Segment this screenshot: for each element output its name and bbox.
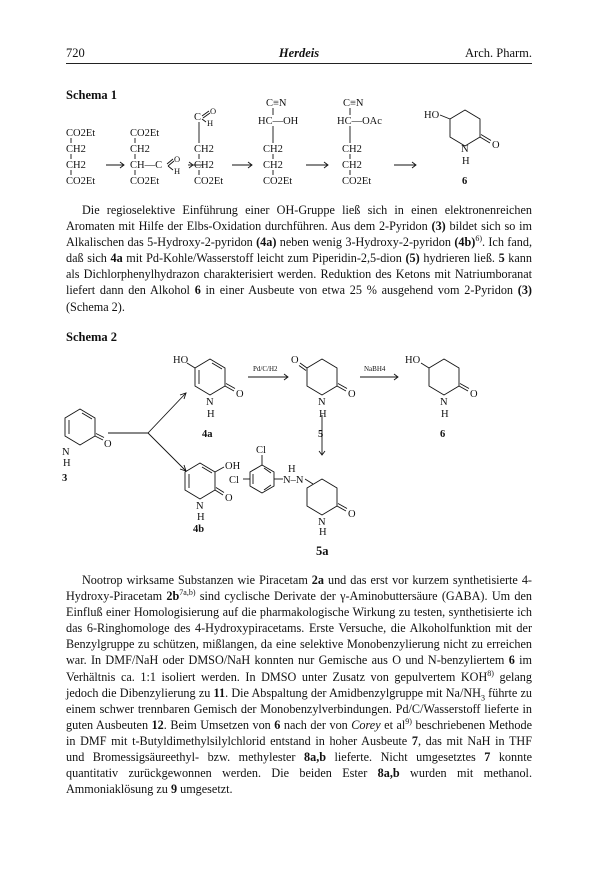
s2-4b-o: O	[225, 493, 233, 504]
scheme1-diagram	[0, 96, 600, 196]
s2-6-o: O	[470, 389, 478, 400]
s1-c4-choh: HC—OH	[258, 116, 299, 127]
paragraph1-segment: . Ich fand, daß sich	[66, 235, 532, 266]
s2-label-3: 3	[62, 473, 68, 484]
s2-4a-n: N	[206, 397, 214, 408]
paragraph1-segment: bildet sich so im Alkalischen das 5-Hydroxy-2-pyridon	[66, 219, 533, 250]
s1-ring-n: N	[461, 144, 469, 155]
s2-3-h: H	[63, 458, 71, 469]
paragraph2-segment: 7a,b)	[179, 588, 196, 598]
paragraph-2	[66, 572, 532, 797]
paragraph2-segment: 8)	[487, 668, 494, 678]
paragraph1-segment: (3)	[431, 219, 446, 234]
s2-3-n: N	[62, 447, 70, 458]
paragraph1-segment: 5	[498, 251, 505, 266]
paragraph-1	[66, 202, 532, 315]
scheme2-title: Schema 2	[66, 330, 118, 344]
paragraph2-segment: 7	[484, 750, 491, 765]
paragraph2-segment: , das mit NaH in THF und Bromessigsäureethyl- bzw. methylester	[66, 733, 532, 765]
scheme1-title: Schema 1	[66, 88, 118, 102]
s2-5a-nh: H	[288, 464, 296, 475]
s2-label-4a: 4a	[202, 429, 213, 440]
s2-3-o: O	[104, 439, 112, 450]
s1-c4-bottom: CO2Et	[263, 176, 293, 187]
paragraph2-segment: 8a,b	[377, 766, 400, 781]
paragraph2-segment: wurden mit methanol. Ammoniaklösung zu	[66, 766, 532, 797]
paragraph1-segment: mit Pd-Kohle/Wasserstoff leicht zum Piperidin-2,5-dion	[122, 251, 406, 266]
paragraph2-segment: konnte quantitativ zurückgewonnen werden. Die beiden Ester	[66, 750, 533, 781]
s1-c2-c2: CH2	[130, 144, 150, 155]
s1-c3-c2: CH2	[194, 144, 214, 155]
paragraph2-segment: sind cyclische Derivate der γ-Aminobuttersäure (GABA). Um den Einfluß einer Homologisierung auf die pharmakologische Wirkung zu testen, synthetisierte ich das 6-Ringhomologe des 4-Hydroxypiracetams. Erste Versuche, die Alkoholfunktion mit der Benzylgruppe zu schützen, mißlangen, da eine selektive Monobenzylierung nicht zu erreichen war. In DMF/NaH oder DMSO/NaH konnten nur Gemische aus O und N-benzyliertem	[66, 589, 532, 668]
paragraph1-segment: (4a)	[256, 235, 277, 250]
paragraph2-segment: 6	[508, 653, 515, 668]
paragraph2-segment: im Verhältnis ca. 1:1 isoliert werden. In DMSO unter Zusatz von gepulvertem KOH	[66, 653, 532, 684]
s1-c2-bottom: CO2Et	[130, 176, 160, 187]
paragraph2-segment: beschriebenen Methode in DMF mit t-Butyldimethylsilylchlorid entstand in hoher Ausbeute	[66, 717, 532, 748]
s1-c1-c2: CH2	[66, 144, 86, 155]
s2-label-6: 6	[440, 429, 446, 440]
s1-c2-top: CO2Et	[130, 128, 160, 139]
paragraph2-segment: 8a,b	[304, 750, 327, 765]
s2-5a-n: N	[318, 517, 326, 528]
paragraph2-segment: et al	[380, 717, 406, 732]
paragraph1-segment: neben wenig 3-Hydroxy-2-pyridon	[276, 235, 455, 250]
s2-reagent-pdc: Pd/C/H2	[253, 365, 278, 373]
paragraph2-segment: 6	[274, 717, 281, 732]
paragraph2-segment: . Die Abspaltung der Amidbenzylgruppe mit Na/NH	[225, 685, 481, 700]
s1-c3-o: O	[210, 106, 217, 116]
paragraph2-segment: nach der von	[280, 717, 352, 732]
s2-label-4b: 4b	[193, 524, 205, 535]
paragraph1-segment: 6	[194, 283, 201, 298]
s1-ring-ho: HO	[424, 110, 440, 121]
s1-c3-h: H	[207, 118, 214, 128]
s1-c4-cn: C≡N	[266, 98, 287, 109]
paragraph1-segment: (Schema 2).	[66, 299, 125, 314]
s2-4a-ho: HO	[173, 355, 189, 366]
paragraph2-segment: 7	[411, 733, 418, 748]
paragraph2-segment: 2a	[311, 573, 324, 587]
paragraph1-segment: 4a	[110, 251, 123, 266]
s2-5a-nn: N–N	[283, 475, 304, 486]
s2-4b-n: N	[196, 501, 204, 512]
running-author: Herdeis	[278, 46, 320, 60]
s2-5a-cl-top: Cl	[256, 445, 266, 456]
paragraph2-segment: Nootrop wirksame Substanzen wie Piracetam	[82, 573, 312, 587]
s1-c2-o: O	[174, 154, 181, 164]
s2-5-n: N	[318, 397, 326, 408]
s1-c5-c2: CH2	[342, 144, 362, 155]
s2-label-5a: 5a	[316, 544, 329, 558]
journal-name: Arch. Pharm.	[465, 46, 532, 60]
paragraph2-segment: 9	[170, 782, 178, 797]
scheme2-diagram	[0, 345, 600, 535]
s1-c3-c3: CH2	[194, 160, 214, 171]
s1-c4-c2: CH2	[263, 144, 283, 155]
s1-ring-o: O	[492, 140, 500, 151]
s2-5a-h: H	[319, 527, 327, 535]
paragraph2-segment: 9)	[405, 716, 412, 726]
s1-c5-bottom: CO2Et	[342, 176, 372, 187]
paragraph2-segment: umgesetzt.	[177, 782, 233, 797]
s2-6-h: H	[441, 409, 449, 420]
paragraph1-segment: (5)	[405, 251, 420, 266]
s1-c5-choac: HC—OAc	[337, 116, 382, 127]
s2-6-ho: HO	[405, 355, 421, 366]
s2-5-o-top: O	[291, 355, 299, 366]
s1-c3-bottom: CO2Et	[194, 176, 224, 187]
paragraph2-segment: Corey	[351, 717, 381, 732]
s1-c4-c3: CH2	[263, 160, 283, 171]
s2-5a-o: O	[348, 509, 356, 520]
s1-c1-c3: CH2	[66, 160, 86, 171]
s2-5-h: H	[319, 409, 327, 420]
paragraph2-segment: führte zu einem schwer trennbaren Gemisch der Monobenzylverbindungen. Pd/C/Wasserstoff lieferte in guten Ausbeuten	[66, 685, 532, 732]
paragraph2-segment: . Beim Umsetzen von	[163, 717, 275, 732]
paragraph1-segment: hydrieren ließ.	[419, 251, 499, 266]
paragraph2-segment: 12	[151, 717, 164, 732]
s2-label-5: 5	[318, 429, 324, 440]
s1-c2-c3: CH—C	[130, 160, 163, 171]
s1-c3-top: C	[194, 112, 202, 123]
paragraph1-segment: (4b)	[454, 235, 476, 250]
s1-ring-h: H	[462, 156, 470, 167]
page-number: 720	[66, 46, 85, 60]
s1-c2-h: H	[174, 166, 181, 176]
s2-reagent-nabh4: NaBH4	[364, 365, 386, 373]
paragraph1-segment: Die regioselektive Einführung einer OH-Gruppe ließ sich in einen elektronenreichen Aromaten mit Hilfe der Elbs-Oxidation durchführen. Aus dem 2-Pyridon	[66, 203, 532, 234]
s1-c5-cn: C≡N	[343, 98, 364, 109]
paragraph2-segment: 3	[480, 693, 485, 703]
s2-4a-h: H	[207, 409, 215, 420]
s2-5a-cl-left: Cl	[229, 475, 239, 486]
s2-5-o: O	[348, 389, 356, 400]
header-rule	[66, 63, 532, 64]
s1-label-6: 6	[462, 176, 468, 187]
paragraph2-segment: 2b	[166, 589, 180, 604]
paragraph2-segment: gelang jedoch die Dibenzylierung zu	[66, 669, 532, 700]
s2-6-n: N	[440, 397, 448, 408]
s2-4b-h: H	[197, 512, 205, 523]
paragraph2-segment: und das erst vor kurzem synthetisierte 4-Hydroxy-Piracetam	[66, 573, 532, 604]
s2-4a-o: O	[236, 389, 244, 400]
s1-c1-bottom: CO2Et	[66, 176, 96, 187]
s2-4b-oh: OH	[225, 461, 241, 472]
paragraph1-segment: in einer Ausbeute von etwa 25 % ausgehend vom 2-Pyridon	[200, 283, 518, 298]
paragraph2-segment: 11	[213, 685, 226, 700]
paragraph1-segment: (3)	[517, 283, 532, 298]
s1-c5-c3: CH2	[342, 160, 362, 171]
paragraph2-segment: lieferte. Nicht umgesetztes	[326, 750, 485, 765]
running-header	[66, 46, 532, 62]
paragraph1-segment: kann als Dichlorphenylhydrazon charakterisiert werden. Reduktion des Ketons mit Natriumboranat liefert dann den Alkohol	[66, 251, 532, 298]
paragraph1-segment: 6)	[475, 234, 482, 244]
s1-c1-top: CO2Et	[66, 128, 96, 139]
